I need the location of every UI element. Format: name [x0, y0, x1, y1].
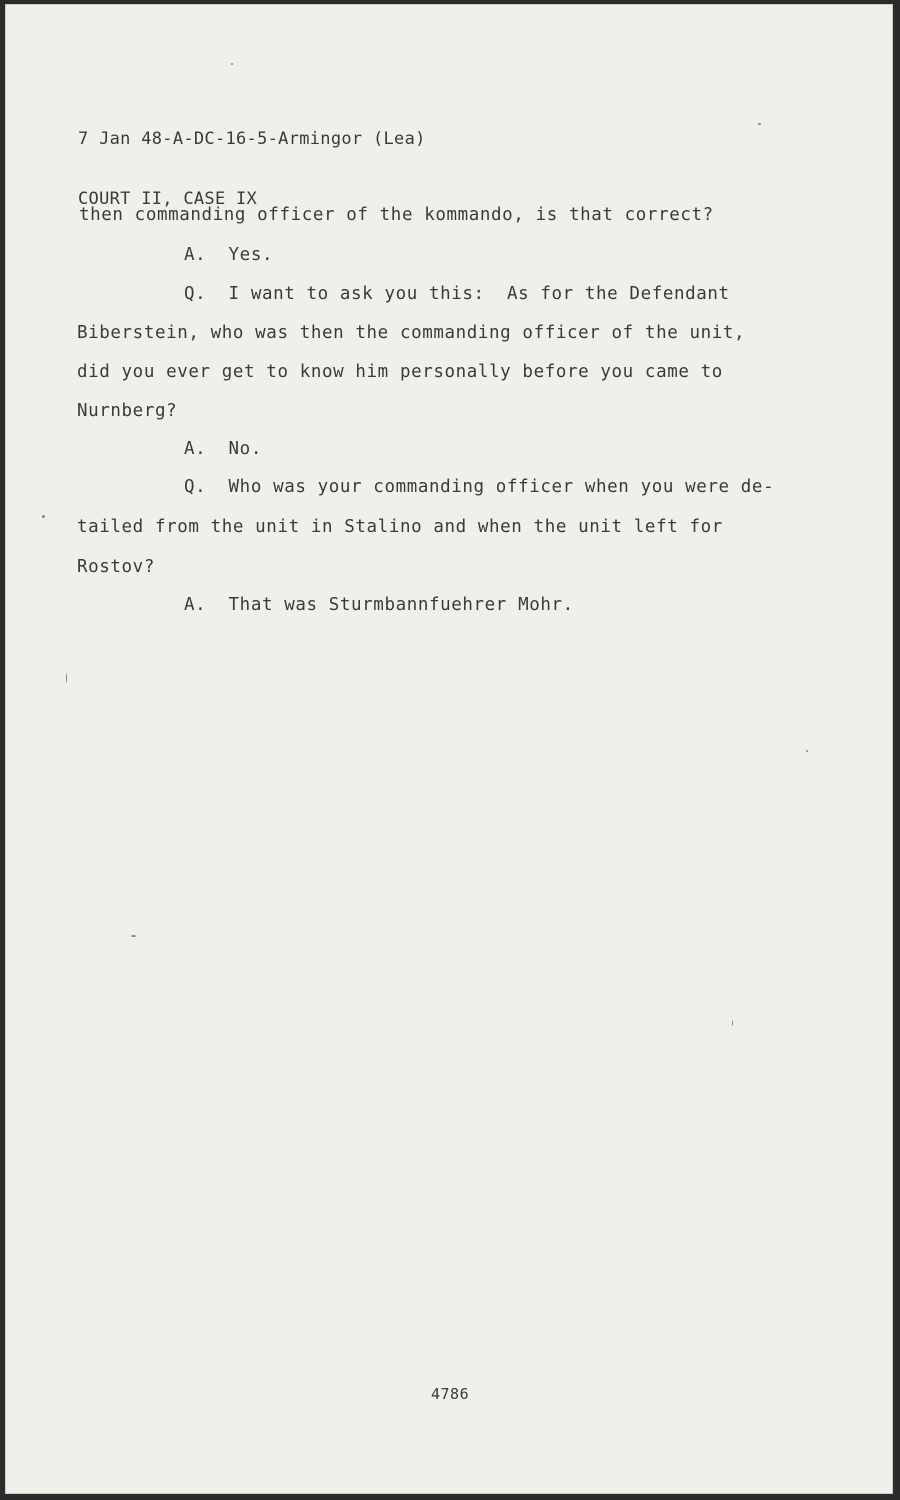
paper-speck	[758, 123, 761, 125]
paper-speck	[806, 750, 808, 752]
transcript-question: Q. Who was your commanding officer when you were de-	[184, 477, 775, 497]
document-page	[5, 4, 893, 1494]
header-docket-line: 7 Jan 48-A-DC-16-5-Armingor (Lea)	[78, 129, 426, 149]
paper-speck	[66, 673, 67, 683]
transcript-question: Q. I want to ask you this: As for the Defendant	[184, 284, 730, 304]
paper-speck	[42, 515, 45, 518]
transcript-line: Rostov?	[77, 557, 155, 577]
paper-speck	[131, 935, 136, 937]
header-court-line: COURT II, CASE IX	[78, 189, 258, 209]
document-header	[78, 89, 426, 249]
transcript-line: then commanding officer of the kommando, is that correct?	[79, 205, 714, 225]
paper-speck	[231, 63, 233, 65]
transcript-line: Nurnberg?	[77, 401, 178, 421]
transcript-answer: A. No.	[184, 439, 262, 459]
transcript-answer: A. That was Sturmbannfuehrer Mohr.	[184, 595, 574, 615]
paper-speck	[732, 1020, 733, 1026]
transcript-line: Biberstein, who was then the commanding officer of the unit,	[77, 323, 746, 343]
transcript-line: did you ever get to know him personally before you came to	[77, 362, 723, 382]
transcript-answer: A. Yes.	[184, 245, 274, 265]
page-number: 4786	[431, 1385, 470, 1403]
transcript-line: tailed from the unit in Stalino and when the unit left for	[77, 517, 723, 537]
